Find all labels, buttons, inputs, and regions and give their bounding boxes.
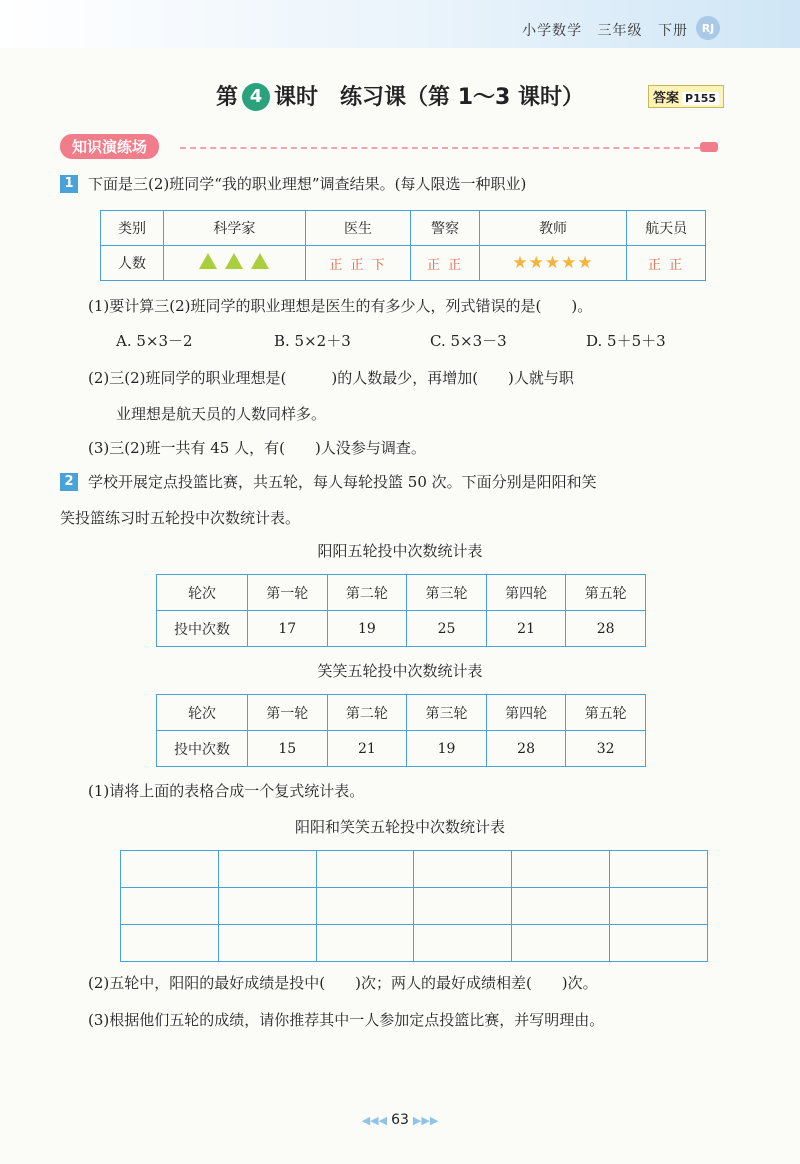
option-d: D. 5＋5＋3 (586, 332, 666, 350)
q1-sub2-line2: 业理想是航天员的人数同样多。 (116, 405, 327, 423)
xiaoxiao-table-title: 笑笑五轮投中次数统计表 (317, 662, 483, 680)
question-number-1: 1 (60, 175, 78, 193)
hits-value: 19 (327, 611, 407, 647)
lesson-number-badge: 4 (242, 83, 270, 111)
section-divider (180, 147, 700, 149)
doctor-tally: 正 正 下 (305, 246, 411, 281)
blank-cell[interactable] (512, 925, 610, 962)
option-c: C. 5×3－3 (430, 332, 507, 350)
police-tally: 正 正 (411, 246, 480, 281)
q1-text: 下面是三(2)班同学“我的职业理想”调查结果。(每人限选一种职业) (88, 175, 527, 193)
xiaoxiao-stats-table (156, 694, 646, 767)
hits-value: 21 (327, 731, 407, 767)
hits-header: 投中次数 (157, 611, 248, 647)
page-footer (0, 1112, 800, 1128)
q1-options (116, 331, 666, 351)
blank-cell[interactable] (121, 888, 219, 925)
round-label: 第四轮 (486, 575, 566, 611)
q2-sub3: (3)根据他们五轮的成绩，请你推荐其中一人参加定点投篮比赛，并写明理由。 (88, 1011, 605, 1029)
blank-cell[interactable] (610, 851, 708, 888)
hits-value: 28 (486, 731, 566, 767)
round-label: 第一轮 (248, 575, 328, 611)
career-survey-table (100, 210, 706, 281)
table-header-category: 类别 (101, 211, 164, 246)
round-label: 第五轮 (566, 575, 646, 611)
header-grade: 三年级 (597, 23, 643, 39)
round-label: 第三轮 (407, 575, 487, 611)
q2-text-line1: 学校开展定点投篮比赛，共五轮，每人每轮投篮 50 次。下面分别是阳阳和笑 (88, 473, 597, 491)
header-subject: 小学数学 (522, 23, 583, 39)
header-volume: 下册 (658, 23, 688, 39)
triangle-icon (251, 253, 269, 269)
title-suffix: 课时 练习课（第 1～3 课时） (274, 85, 584, 110)
blank-cell[interactable] (316, 851, 414, 888)
hits-value: 17 (248, 611, 328, 647)
combined-table-title: 阳阳和笑笑五轮投中次数统计表 (294, 818, 505, 836)
blank-cell[interactable] (316, 925, 414, 962)
blank-cell[interactable] (512, 851, 610, 888)
answer-reference (648, 85, 724, 108)
right-arrows-icon: ▶▶▶ (412, 1114, 439, 1127)
answer-label: 答案 (653, 91, 680, 106)
round-label: 第四轮 (486, 695, 566, 731)
round-label: 第三轮 (407, 695, 487, 731)
round-header: 轮次 (157, 575, 248, 611)
blank-cell[interactable] (610, 925, 708, 962)
hits-value: 32 (566, 731, 646, 767)
round-label: 第二轮 (327, 575, 407, 611)
q2-sub2: (2)五轮中，阳阳的最好成绩是投中( )次；两人的最好成绩相差( )次。 (88, 974, 598, 992)
career-police: 警察 (411, 211, 480, 246)
star-icons: ★★★★★ (512, 253, 594, 273)
hits-value: 25 (407, 611, 487, 647)
blank-cell[interactable] (414, 851, 512, 888)
pencil-icon (700, 142, 718, 152)
blank-cell[interactable] (610, 888, 708, 925)
round-label: 第一轮 (248, 695, 328, 731)
blank-cell[interactable] (316, 888, 414, 925)
blank-compound-table[interactable] (120, 850, 708, 962)
option-a: A. 5×3－2 (116, 332, 193, 350)
career-astronaut: 航天员 (627, 211, 706, 246)
page-header (512, 20, 688, 40)
hits-header: 投中次数 (157, 731, 248, 767)
round-label: 第五轮 (566, 695, 646, 731)
table-header-count: 人数 (101, 246, 164, 281)
triangle-icon (225, 253, 243, 269)
career-scientist: 科学家 (164, 211, 306, 246)
q1-sub1: (1)要计算三(2)班同学的职业理想是医生的有多少人，列式错误的是( )。 (88, 297, 593, 315)
yangyang-table-title: 阳阳五轮投中次数统计表 (317, 542, 483, 560)
career-doctor: 医生 (305, 211, 411, 246)
hits-value: 28 (566, 611, 646, 647)
hits-value: 15 (248, 731, 328, 767)
q2-sub1: (1)请将上面的表格合成一个复式统计表。 (88, 782, 365, 800)
astronaut-tally: 正 正 (627, 246, 706, 281)
round-label: 第二轮 (327, 695, 407, 731)
blank-cell[interactable] (414, 925, 512, 962)
career-teacher: 教师 (479, 211, 626, 246)
blank-cell[interactable] (512, 888, 610, 925)
left-arrows-icon: ◀◀◀ (361, 1114, 388, 1127)
blank-cell[interactable] (121, 851, 219, 888)
title-prefix: 第 (216, 85, 239, 110)
answer-page: P155 (682, 92, 719, 105)
q1-sub3: (3)三(2)班一共有 45 人，有( )人没参与调查。 (88, 439, 426, 457)
teacher-count (479, 246, 626, 281)
yangyang-stats-table (156, 574, 646, 647)
blank-cell[interactable] (218, 851, 316, 888)
edition-badge: RJ (696, 16, 720, 40)
hits-value: 21 (486, 611, 566, 647)
blank-cell[interactable] (414, 888, 512, 925)
hits-value: 19 (407, 731, 487, 767)
round-header: 轮次 (157, 695, 248, 731)
blank-cell[interactable] (218, 925, 316, 962)
triangle-icon (199, 253, 217, 269)
blank-cell[interactable] (121, 925, 219, 962)
page-number: 63 (391, 1112, 409, 1128)
blank-cell[interactable] (218, 888, 316, 925)
question-number-2: 2 (60, 473, 78, 491)
q2-text-line2: 笑投篮练习时五轮投中次数统计表。 (60, 509, 301, 527)
section-tag: 知识演练场 (60, 134, 159, 159)
q1-sub2-line1: (2)三(2)班同学的职业理想是( )的人数最少，再增加( )人就与职 (88, 369, 574, 387)
scientist-count (164, 246, 306, 281)
option-b: B. 5×2＋3 (274, 332, 351, 350)
